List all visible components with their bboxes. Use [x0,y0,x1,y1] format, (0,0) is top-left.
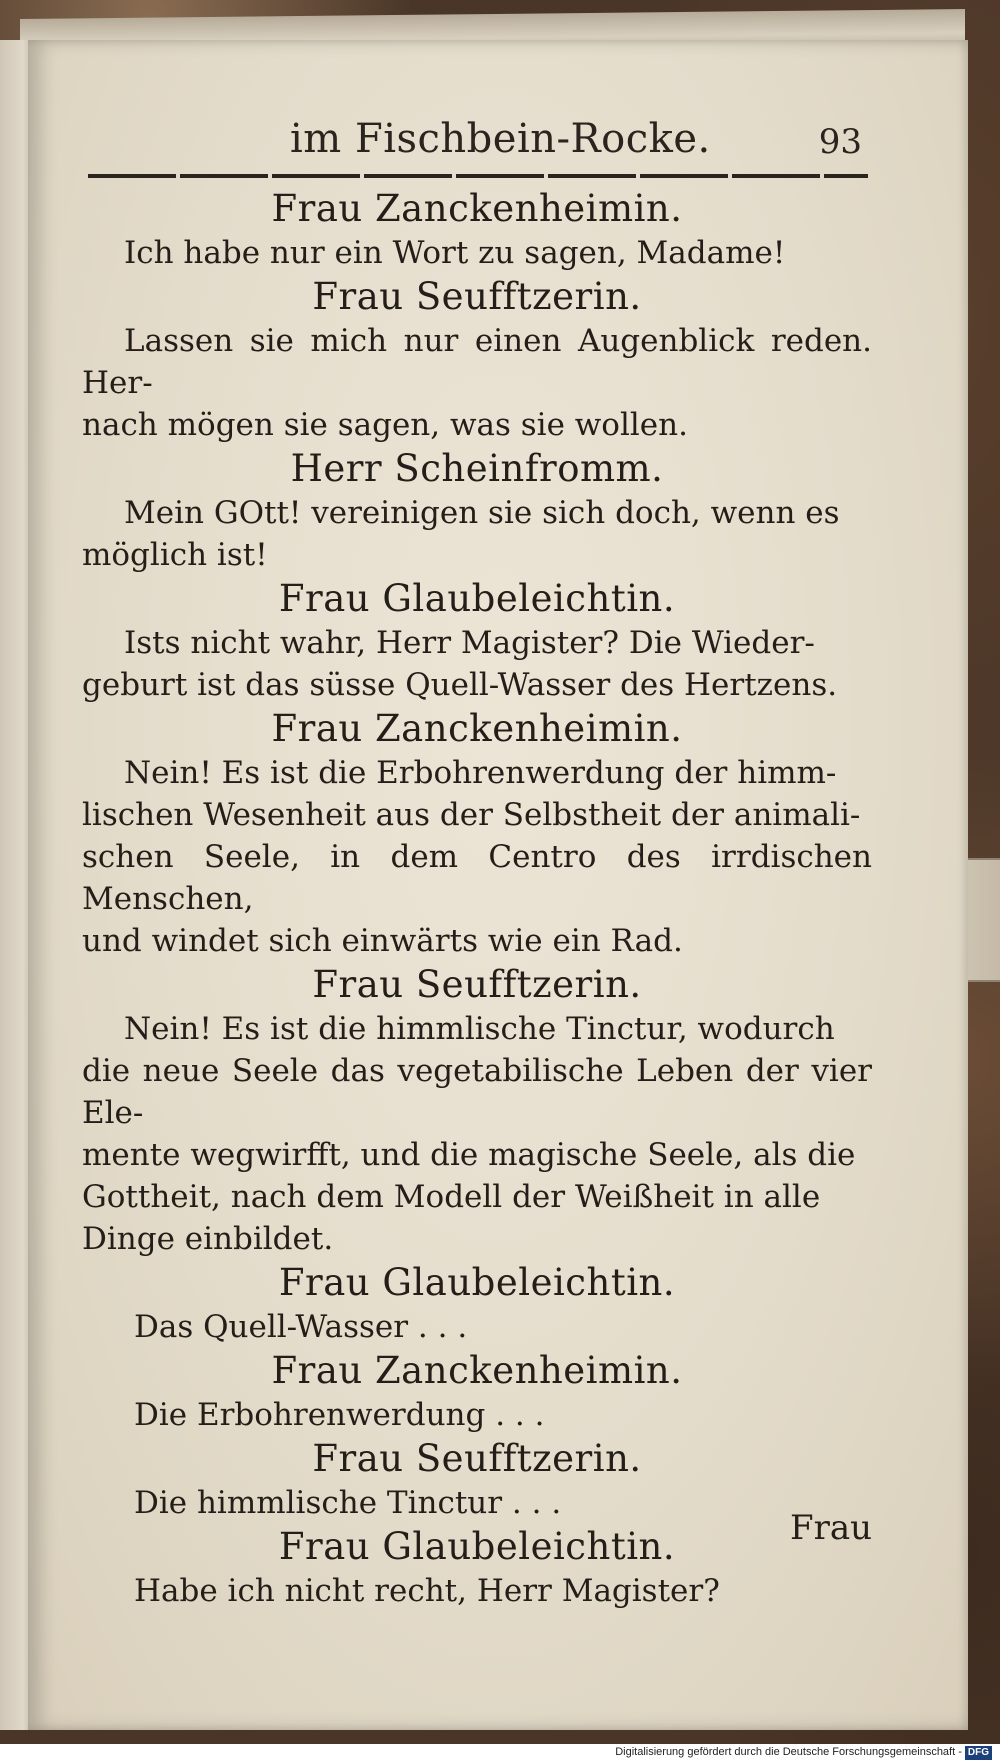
speech-line: Nein! Es ist die Erbohrenwerdung der himm- [124,755,837,791]
speaker-name: Frau Seufftzerin. [312,275,642,318]
speaker-name: Frau Zanckenheimin. [271,707,683,750]
header-rule [88,174,868,178]
speech-line: mente wegwirfft, und die magische Seele, als die [82,1137,856,1173]
catchword: Frau [789,1508,872,1548]
speech-line: geburt ist das süsse Quell-Wasser des Hertzens. [82,667,838,703]
speech-line: nach mögen sie sagen, was sie wollen. [82,407,688,443]
speech-line: Habe ich nicht recht, Herr Magister? [134,1573,720,1609]
speaker-name: Frau Glaubeleichtin. [278,1261,676,1304]
speaker-name: Herr Scheinfromm. [290,447,664,490]
speaker-name: Frau Zanckenheimin. [271,187,683,230]
speaker-name: Frau Zanckenheimin. [271,1349,683,1392]
speech-line: die neue Seele das vegetabilische Leben der vier Ele- [82,1053,872,1131]
speech-line: Ists nicht wahr, Herr Magister? Die Wieder- [124,625,815,661]
credit-text: Digitalisierung gefördert durch die Deutsche Forschungsgemeinschaft - [615,1746,962,1758]
speech-line: Das Quell-Wasser . . . [134,1309,468,1345]
speech-line: Dinge einbildet. [82,1221,334,1257]
speech-line: Gottheit, nach dem Modell der Weißheit in alle [82,1179,821,1215]
speaker-name: Frau Seufftzerin. [312,963,642,1006]
speech-line: Die himmlische Tinctur . . . [134,1485,562,1521]
speaker-name: Frau Glaubeleichtin. [278,1525,676,1568]
page-number: 93 [818,122,862,162]
speech-line: Die Erbohrenwerdung . . . [134,1397,545,1433]
speech-line: Mein GOtt! vereinigen sie sich doch, wenn es [124,495,840,531]
speaker-name: Frau Glaubeleichtin. [278,577,676,620]
speech-line: schen Seele, in dem Centro des irrdischen Menschen, [82,839,872,917]
speech-line: und windet sich einwärts wie ein Rad. [82,923,683,959]
page-header [88,112,868,172]
speech-line: Nein! Es ist die himmlische Tinctur, wodurch [124,1011,835,1047]
speech-line: Lassen sie mich nur einen Augenblick reden. Her- [82,323,872,401]
funding-credit [615,1746,992,1760]
speech-line: möglich ist! [82,537,268,573]
speech-line: lischen Wesenheit aus der Selbstheit der animali- [82,797,861,833]
dialogue-text [82,186,872,1612]
running-head: im Fischbein-Rocke. [290,116,711,162]
dfg-logo: DFG [965,1746,992,1760]
speaker-name: Frau Seufftzerin. [312,1437,642,1480]
speech-line: Ich habe nur ein Wort zu sagen, Madame! [124,235,786,271]
